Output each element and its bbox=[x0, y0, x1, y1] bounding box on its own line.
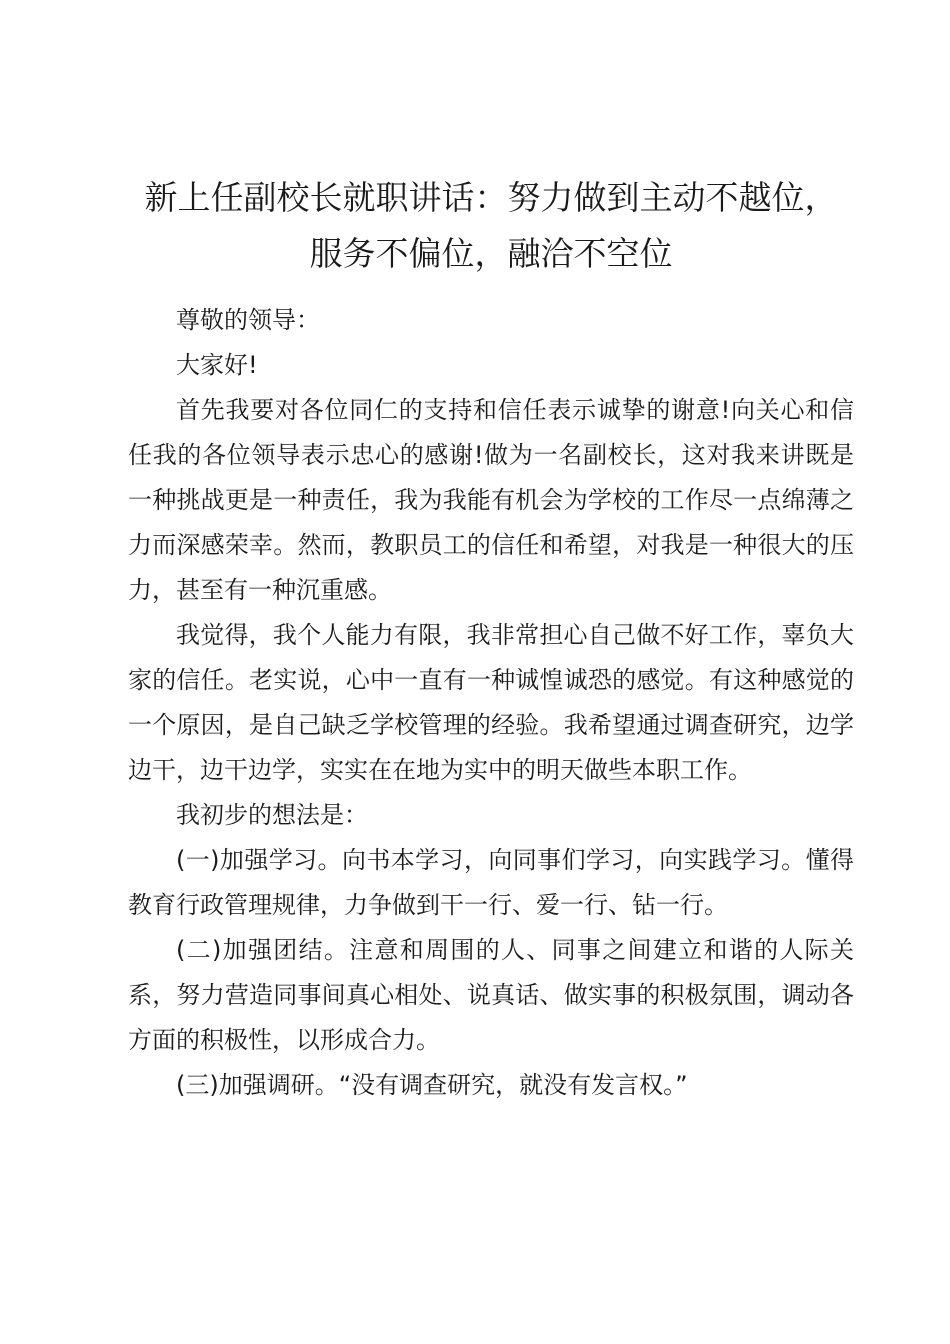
salutation: 尊敬的领导： bbox=[176, 306, 320, 334]
paragraph-thanks: 首先我要对各位同仁的支持和信任表示诚挚的谢意!向关心和信任我的各位领导表示忠心的感谢!做为一名副校长，这对我来讲既是一种挑战更是一种责任，我为我能有机会为学校的工作尽一点绵薄之力而深感荣幸。然而，教职员工的信任和希望，对我是一种很大的压力，甚至有一种沉重感。 bbox=[128, 396, 854, 604]
document-title bbox=[128, 170, 854, 282]
paragraph-point-2: (二)加强团结。注意和周围的人、同事之间建立和谐的人际关系，努力营造同事间真心相处、说真话、做实事的积极氛围，调动各方面的积极性，以形成合力。 bbox=[128, 936, 854, 1054]
paragraph-intro-ideas: 我初步的想法是： bbox=[176, 801, 368, 829]
paragraph-point-3: (三)加强调研。“没有调查研究，就没有发言权。” bbox=[176, 1071, 688, 1099]
greeting: 大家好! bbox=[176, 351, 258, 379]
paragraph-concerns: 我觉得，我个人能力有限，我非常担心自己做不好工作，辜负大家的信任。老实说，心中一直有一种诚惶诚恐的感觉。有这种感觉的一个原因，是自己缺乏学校管理的经验。我希望通过调查研究，边学边干，边干边学，实实在在地为实中的明天做些本职工作。 bbox=[128, 621, 854, 784]
title-line-1: 新上任副校长就职讲话：努力做到主动不越位， bbox=[144, 178, 838, 217]
document-page bbox=[128, 170, 854, 1108]
paragraph-point-1: (一)加强学习。向书本学习，向同事们学习，向实践学习。懂得教育行政管理规律，力争做到干一行、爱一行、钻一行。 bbox=[128, 846, 854, 919]
title-line-2: 服务不偏位，融洽不空位 bbox=[309, 234, 673, 273]
